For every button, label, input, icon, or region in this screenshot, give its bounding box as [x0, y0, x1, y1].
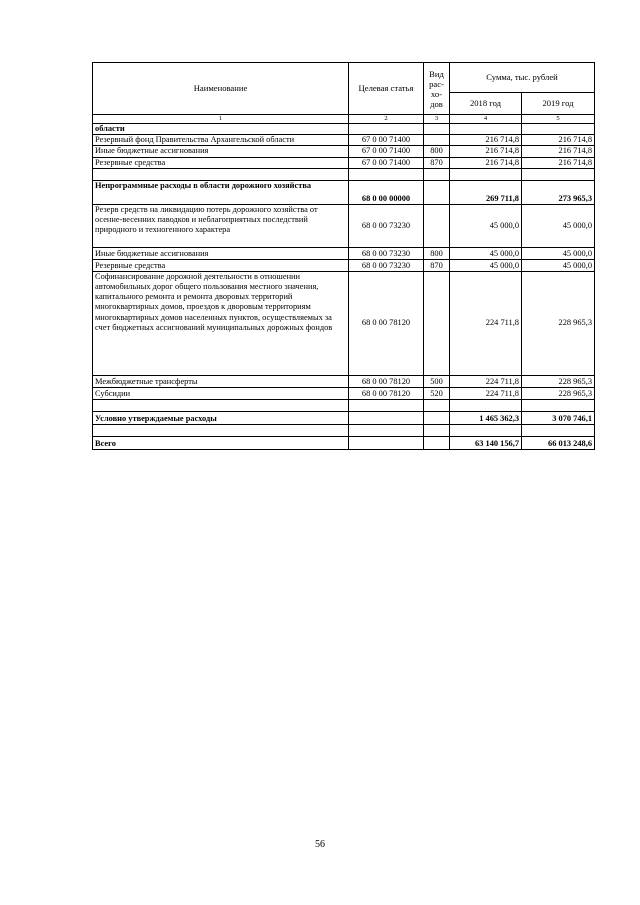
row-sum-2019: 216 714,8: [522, 135, 595, 146]
table-row: [93, 135, 595, 146]
table-row: [93, 180, 595, 204]
row-target-article: 68 0 00 73230: [349, 204, 424, 247]
column-number-2: 2: [349, 115, 424, 124]
row-expense-kind: [424, 411, 450, 424]
header-year-2018: 2018 год: [450, 93, 522, 115]
row-sum-2019: 45 000,0: [522, 247, 595, 259]
row-name: Резерв средств на ликвидацию потерь дорожного хозяйства от осенне-весенних паводков и неблагоприятных последствий природного и техногенного характера: [93, 204, 349, 247]
table-row: [93, 411, 595, 424]
row-target-article: 68 0 00 78120: [349, 375, 424, 387]
row-sum-2018: [450, 124, 522, 135]
row-expense-kind: [424, 204, 450, 247]
row-name: Резервные средства: [93, 259, 349, 271]
row-expense-kind: 870: [424, 157, 450, 168]
column-number-5: 5: [522, 115, 595, 124]
row-name: Субсидии: [93, 387, 349, 399]
row-name: Резервные средства: [93, 157, 349, 168]
row-name: [93, 424, 349, 436]
row-sum-2018: [450, 168, 522, 180]
column-number-4: 4: [450, 115, 522, 124]
row-name: [93, 168, 349, 180]
row-expense-kind: 520: [424, 387, 450, 399]
column-number-1: 1: [93, 115, 349, 124]
row-sum-2018: 45 000,0: [450, 259, 522, 271]
row-sum-2019: [522, 168, 595, 180]
row-name: Непрограммные расходы в области дорожного хозяйства: [93, 180, 349, 204]
row-sum-2018: 45 000,0: [450, 204, 522, 247]
row-name: Всего: [93, 436, 349, 449]
row-name: Межбюджетные трансферты: [93, 375, 349, 387]
row-name: [93, 399, 349, 411]
row-sum-2018: 216 714,8: [450, 135, 522, 146]
row-sum-2018: 224 711,8: [450, 375, 522, 387]
table-row: [93, 157, 595, 168]
row-expense-kind: [424, 124, 450, 135]
row-target-article: 67 0 00 71400: [349, 157, 424, 168]
row-sum-2018: 224 711,8: [450, 271, 522, 375]
row-expense-kind: 800: [424, 146, 450, 157]
row-target-article: 68 0 00 73230: [349, 247, 424, 259]
row-name: Условно утверждаемые расходы: [93, 411, 349, 424]
row-target-article: [349, 168, 424, 180]
row-expense-kind: [424, 135, 450, 146]
row-sum-2018: 216 714,8: [450, 146, 522, 157]
row-expense-kind: 870: [424, 259, 450, 271]
column-number-3: 3: [424, 115, 450, 124]
row-target-article: [349, 124, 424, 135]
row-sum-2019: 3 070 746,1: [522, 411, 595, 424]
row-sum-2018: 63 140 156,7: [450, 436, 522, 449]
row-name: Иные бюджетные ассигнования: [93, 247, 349, 259]
blank-row: [93, 399, 595, 411]
row-sum-2019: [522, 399, 595, 411]
row-sum-2018: [450, 399, 522, 411]
row-target-article: 68 0 00 73230: [349, 259, 424, 271]
row-sum-2019: 216 714,8: [522, 157, 595, 168]
budget-table: [92, 62, 595, 450]
row-sum-2018: 1 465 362,3: [450, 411, 522, 424]
row-expense-kind: [424, 168, 450, 180]
row-expense-kind: [424, 271, 450, 375]
blank-row: [93, 424, 595, 436]
page-number: 56: [315, 839, 325, 850]
row-sum-2019: [522, 424, 595, 436]
row-sum-2019: 228 965,3: [522, 271, 595, 375]
row-expense-kind: 500: [424, 375, 450, 387]
column-number-row: [93, 115, 595, 124]
row-name: Резервный фонд Правительства Архангельской области: [93, 135, 349, 146]
row-name: области: [93, 124, 349, 135]
row-target-article: [349, 424, 424, 436]
row-sum-2018: 269 711,8: [450, 180, 522, 204]
blank-row: [93, 168, 595, 180]
table-row: [93, 124, 595, 135]
row-target-article: 68 0 00 78120: [349, 387, 424, 399]
row-sum-2018: 216 714,8: [450, 157, 522, 168]
header-row-1: [93, 63, 595, 93]
row-target-article: 68 0 00 78120: [349, 271, 424, 375]
row-name: Софинансирование дорожной деятельности в отношении автомобильных дорог общего пользования местного значения, капитального ремонта и ремонта дворовых территорий многоквартирных домов, проездов к дворовым территориям многоквартирных домов населенных пунктов, осуществляемых за счет бюджетных ассигнований муниципальных дорожных фондов: [93, 271, 349, 375]
table-row: [93, 247, 595, 259]
table-row: [93, 387, 595, 399]
table-row: [93, 436, 595, 449]
header-year-2019: 2019 год: [522, 93, 595, 115]
row-sum-2019: 228 965,3: [522, 387, 595, 399]
row-sum-2018: 224 711,8: [450, 387, 522, 399]
header-kind: Вид рас- хо- дов: [424, 63, 450, 115]
table-row: [93, 375, 595, 387]
table-row: [93, 271, 595, 375]
row-expense-kind: [424, 436, 450, 449]
header-sum: Сумма, тыс. рублей: [450, 63, 595, 93]
table-row: [93, 204, 595, 247]
row-sum-2019: 45 000,0: [522, 259, 595, 271]
row-expense-kind: [424, 399, 450, 411]
row-sum-2019: 273 965,3: [522, 180, 595, 204]
table-row: [93, 146, 595, 157]
row-sum-2019: 66 013 248,6: [522, 436, 595, 449]
row-expense-kind: [424, 424, 450, 436]
row-sum-2019: 45 000,0: [522, 204, 595, 247]
row-sum-2019: [522, 124, 595, 135]
row-expense-kind: 800: [424, 247, 450, 259]
row-name: Иные бюджетные ассигнования: [93, 146, 349, 157]
row-expense-kind: [424, 180, 450, 204]
row-target-article: [349, 436, 424, 449]
row-target-article: 68 0 00 00000: [349, 180, 424, 204]
row-target-article: [349, 411, 424, 424]
row-target-article: [349, 399, 424, 411]
row-sum-2019: 216 714,8: [522, 146, 595, 157]
header-target: Целевая статья: [349, 63, 424, 115]
row-sum-2019: 228 965,3: [522, 375, 595, 387]
row-target-article: 67 0 00 71400: [349, 135, 424, 146]
table-row: [93, 259, 595, 271]
row-sum-2018: 45 000,0: [450, 247, 522, 259]
row-target-article: 67 0 00 71400: [349, 146, 424, 157]
row-sum-2018: [450, 424, 522, 436]
header-name: Наименование: [93, 63, 349, 115]
